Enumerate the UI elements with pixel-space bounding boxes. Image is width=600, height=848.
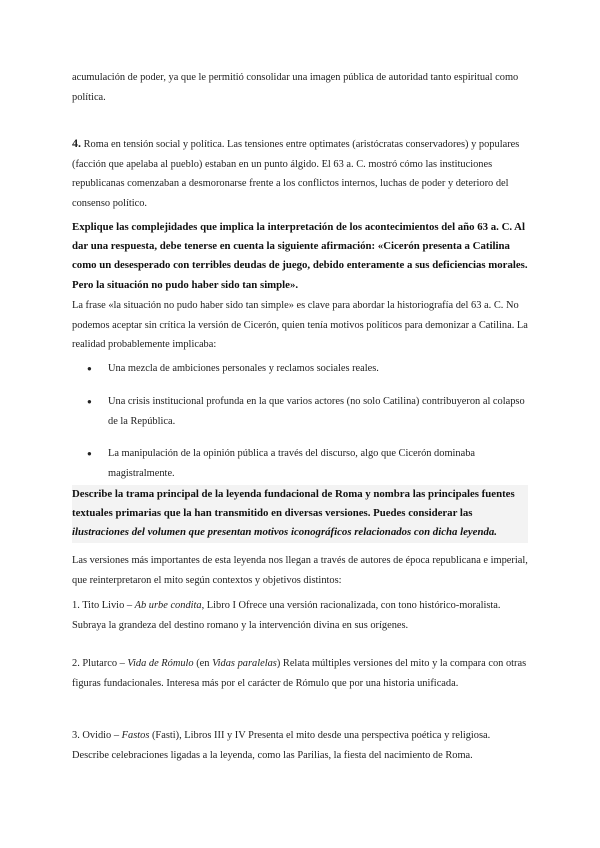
intro-text: acumulación de poder, ya que le permitió consolidar una imagen pública de autoridad tanto espiritual como política.: [72, 72, 519, 103]
list-item: ● La manipulación de la opinión pública a través del discurso, algo que Cicerón dominaba magistralmente.: [72, 444, 528, 483]
source-description: Presenta el mito desde una perspectiva poética y religiosa. Describe celebraciones ligadas a la leyenda, como las Parilias, la fiesta del nacimiento de Roma.: [72, 730, 491, 761]
intro-paragraph: [72, 68, 528, 107]
source-prefix: 3. Ovidio –: [72, 730, 122, 741]
question-2-text: Describe la trama principal de la leyenda fundacional de Roma y nombra las principales fuentes textuales primarias que la han transmitido en diversas versiones. Puedes considerar las: [72, 488, 515, 520]
answer-2-intro: [72, 551, 528, 590]
question-1: [72, 218, 528, 295]
list-item: ● Una crisis institucional profunda en la que varios actores (no solo Catilina) contribuyeron al colapso de la República.: [72, 392, 528, 431]
source-title-2: Vidas paralelas: [212, 658, 277, 669]
answer-1-bullet-list: [72, 359, 528, 379]
answer-1-bullet-list-3: [72, 444, 528, 483]
source-title: Vida de Rómulo: [127, 658, 194, 669]
source-item-1: [72, 596, 528, 635]
source-after-title: (Fasti), Libros III y IV: [149, 730, 249, 741]
source-after-title: , Libro I: [201, 600, 239, 611]
source-title: Fastos: [121, 730, 150, 741]
section-number: 4.: [72, 136, 81, 150]
source-item-2: [72, 654, 528, 693]
answer-1-paragraph: [72, 296, 528, 355]
question-2: [72, 485, 528, 543]
question-2-text-italic: ilustraciones del volumen que presentan motivos iconográficos relacionados con dicha leyenda.: [72, 526, 497, 539]
answer-1-text: La frase «la situación no pudo haber sido tan simple» es clave para abordar la historiografía del 63 a. C. No podemos aceptar sin crítica la versión de Cicerón, quien tenía motivos políticos para demonizar a Catilina. La realidad probablemente implicaba:: [72, 300, 528, 351]
answer-2-intro-text: Las versiones más importantes de esta leyenda nos llegan a través de autores de época republicana e imperial, que reinterpretaron el mito según contextos y objetivos distintos:: [72, 555, 528, 586]
section-4-text: Roma en tensión social y política. Las tensiones entre optimates (aristócratas conservadores) y populares (facción que apelaba al pueblo) estaban en un punto álgido. El 63 a. C. mostró cómo las instituciones republicanas comenzaban a desmoronarse frente a los conflictos internos, luchas de poder y deterioro del consenso político.: [72, 139, 520, 209]
source-after-title-2: ): [276, 658, 283, 669]
source-prefix: 1. Tito Livio –: [72, 600, 135, 611]
source-title: Ab urbe condita: [134, 600, 202, 611]
source-description: Ofrece una versión racionalizada, con tono histórico-moralista. Subraya la grandeza del destino romano y la intervención divina en sus orígenes.: [72, 600, 501, 631]
question-1-text: Explique las complejidades que implica la interpretación de los acontecimientos del año 63 a. C. Al dar una respuesta, debe tenerse en cuenta la siguiente afirmación: «Cicerón presenta a Catilina como un desesperado con terribles deudas de juego, debido enteramente a sus deficiencias morales. Pero la situación no pudo haber sido tan simple».: [72, 221, 528, 291]
source-after-title: (en: [193, 658, 213, 669]
list-item: ● Una mezcla de ambiciones personales y reclamos sociales reales.: [72, 359, 528, 379]
section-4-paragraph: [72, 134, 528, 213]
source-item-3: [72, 726, 528, 765]
source-prefix: 2. Plutarco –: [72, 658, 128, 669]
source-description: Relata múltiples versiones del mito y la compara con otras figuras fundacionales. Interesa más por el carácter de Rómulo que por una historia unificada.: [72, 658, 527, 689]
answer-1-bullet-list-2: [72, 392, 528, 431]
